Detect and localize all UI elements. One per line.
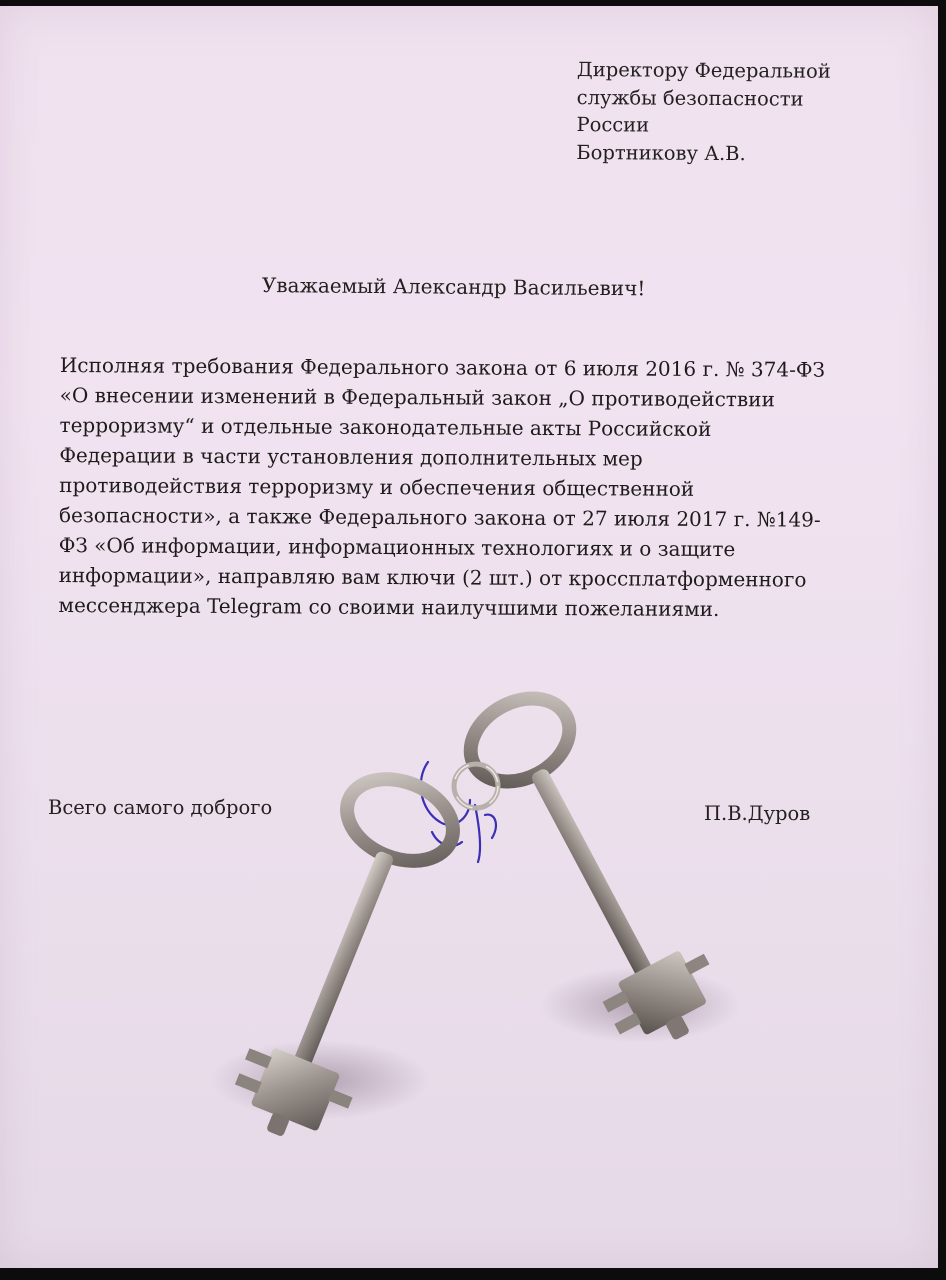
body-line: мессенджера Telegram со своими наилучшими пожеланиями. — [58, 592, 720, 622]
body-line: Исполняя требования Федерального закона от 6 июля 2016 г. № 374-ФЗ — [59, 352, 826, 382]
body-line: безопасности», а также Федерального закона от 27 июля 2017 г. №149- — [58, 502, 821, 532]
body-line: противодействия терроризму и обеспечения общественной — [59, 472, 695, 501]
bottom-border — [0, 1268, 946, 1280]
salutation: Уважаемый Александр Васильевич! — [261, 273, 646, 301]
addressee-line: службы безопасности — [576, 85, 804, 111]
key-left — [222, 764, 469, 1156]
body-line: Федерации в части установления дополнительных мер — [59, 442, 643, 471]
body-line: информации», направляю вам ключи (2 шт.) от кроссплатформенного — [58, 562, 807, 592]
body-line: терроризму“ и отдельные законодательные акты Российской — [59, 412, 712, 441]
addressee-line: Бортникову А.В. — [576, 140, 746, 165]
addressee-line: Директору Федеральной — [576, 57, 831, 83]
body-line: «О внесении изменений в Федеральный закон „О противодействии — [59, 382, 775, 412]
signer-name: П.В.Дуров — [704, 802, 811, 825]
body-line: ФЗ «Об информации, информационных технологиях и о защите — [58, 532, 736, 562]
closing-line: Всего самого доброго — [48, 796, 273, 819]
addressee-line: России — [576, 112, 650, 137]
